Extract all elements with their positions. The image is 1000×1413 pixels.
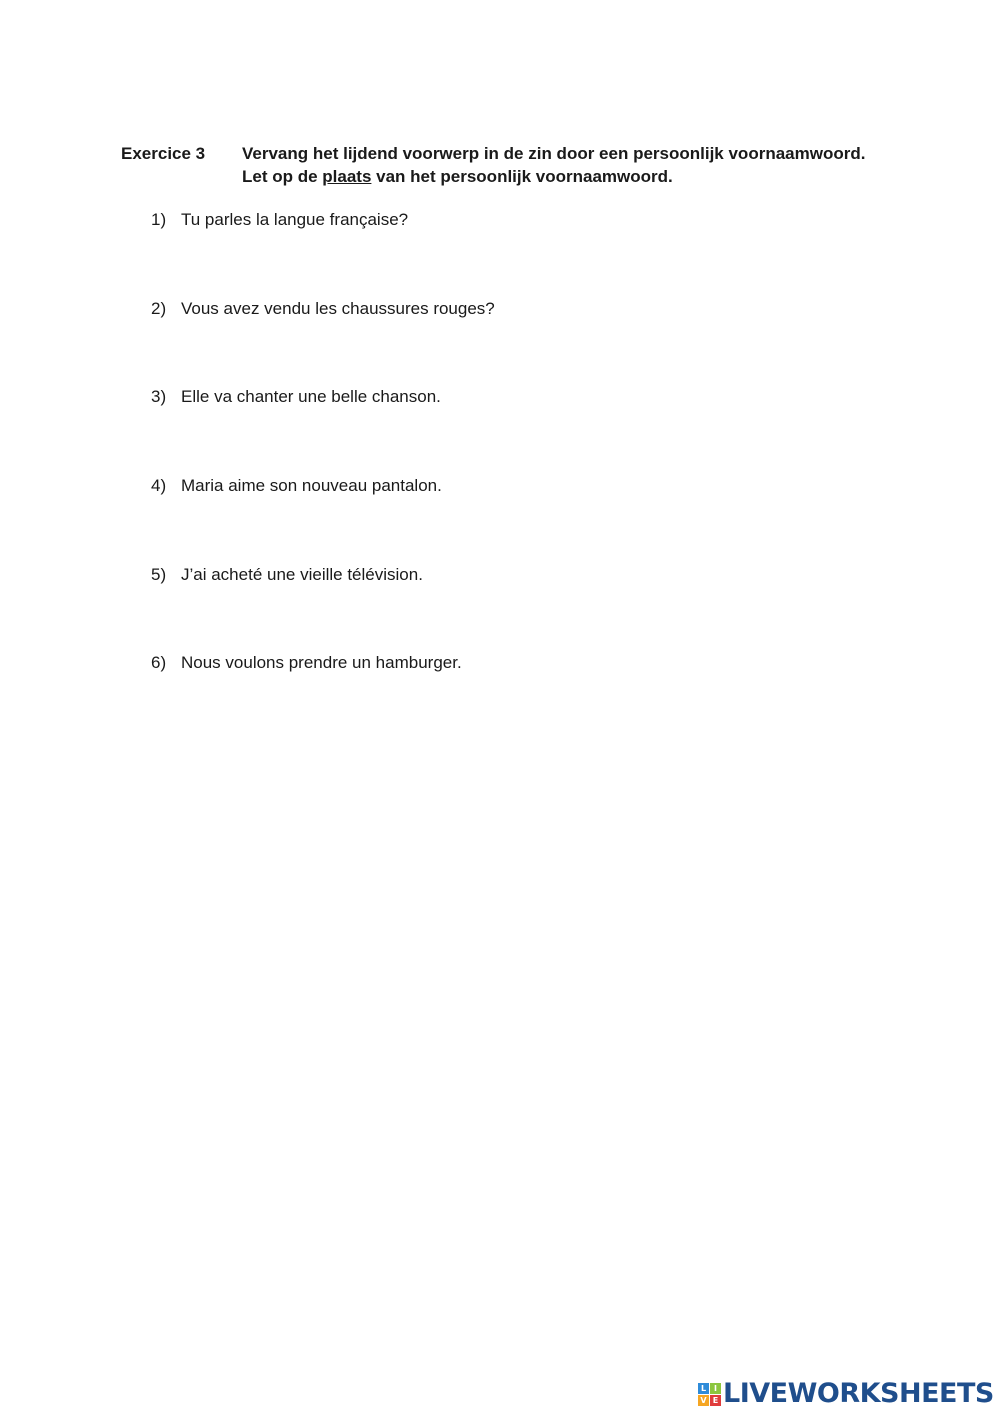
question-number: 6) (151, 653, 167, 672)
question-text: Tu parles la langue française? (181, 210, 409, 229)
instruction-line-2-prefix: Let op de (242, 167, 323, 186)
question-number: 5) (151, 565, 167, 584)
question-number: 3) (151, 387, 167, 406)
instruction-line-2-suffix: van het persoonlijk voornaamwoord. (371, 167, 673, 186)
liveworksheets-logo-text: LIVEWORKSHEETS (723, 1378, 994, 1409)
instruction-line-1: Vervang het lijdend voorwerp in de zin door een persoonlijk voornaamwoord. (242, 144, 866, 163)
exercise-label: Exercice 3 (121, 144, 206, 163)
question-text: J’ai acheté une vieille télévision. (181, 565, 423, 584)
question-number: 1) (151, 210, 167, 229)
exercise-instructions (242, 142, 865, 188)
question-item (151, 564, 423, 586)
question-text: Nous voulons prendre un hamburger. (181, 653, 462, 672)
question-text: Vous avez vendu les chaussures rouges? (181, 299, 495, 318)
question-item (151, 475, 442, 497)
question-number: 2) (151, 299, 167, 318)
question-item (151, 386, 441, 408)
logo-square-blue: L (698, 1383, 709, 1394)
question-item (151, 209, 408, 231)
logo-square-green: I (710, 1383, 721, 1394)
liveworksheets-logo-icon (698, 1383, 721, 1406)
logo-square-red: E (710, 1395, 721, 1406)
instruction-underlined-word: plaats (322, 167, 372, 186)
logo-square-orange: V (698, 1395, 709, 1406)
question-item (151, 652, 462, 674)
question-number: 4) (151, 476, 167, 495)
question-text: Elle va chanter une belle chanson. (181, 387, 441, 406)
question-text: Maria aime son nouveau pantalon. (181, 476, 442, 495)
question-item (151, 298, 495, 320)
liveworksheets-logo (698, 1378, 994, 1410)
instruction-line-2 (242, 165, 865, 188)
